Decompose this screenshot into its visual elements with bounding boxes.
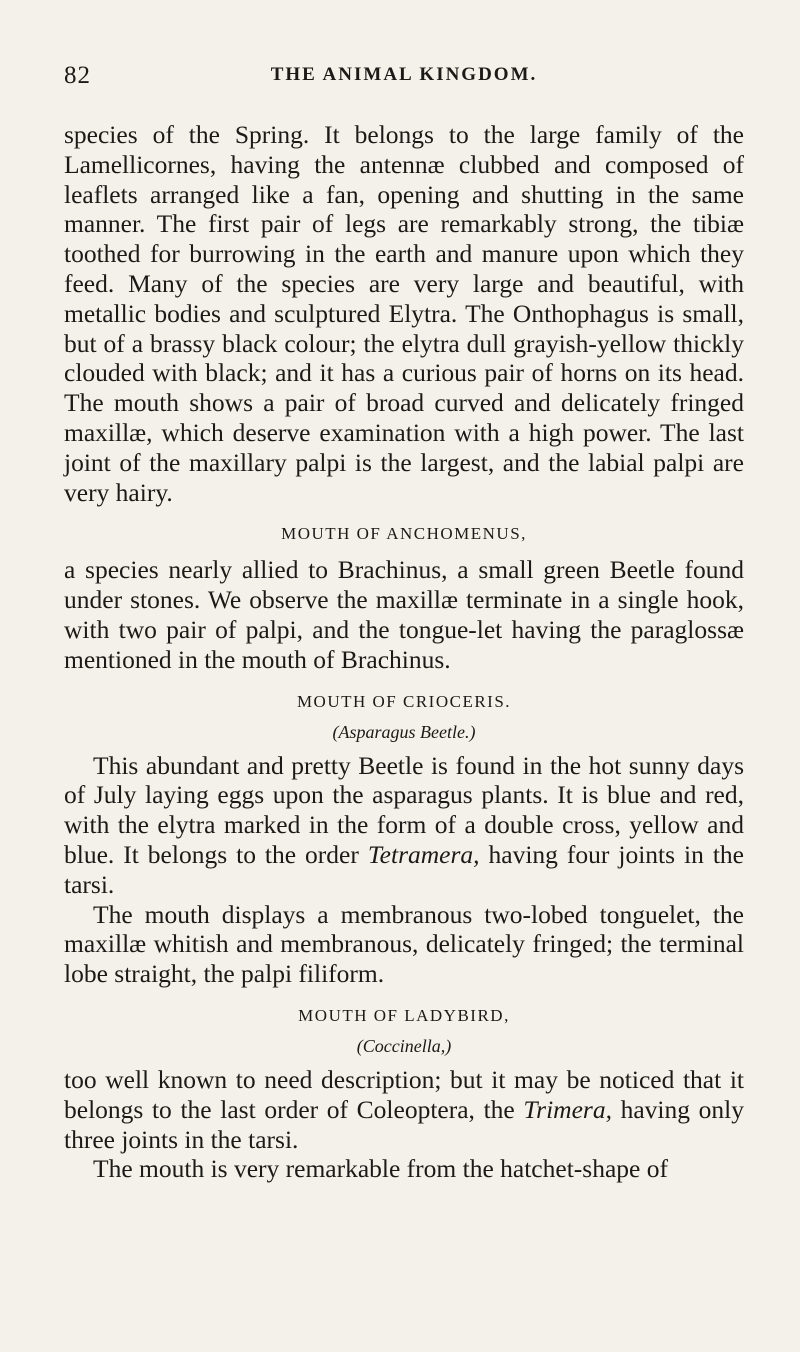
paragraph-crioceris-text-b: having four joints in the tarsi. (64, 839, 744, 899)
heading-anchomenus: MOUTH OF ANCHOMENUS, (281, 524, 527, 544)
paragraph-ladybird (64, 1065, 744, 1154)
heading-ladybird: MOUTH OF LADYBIRD, (298, 1005, 510, 1025)
paragraph-crioceris (64, 751, 744, 900)
subheading-asparagus-beetle: (Asparagus Beetle.) (332, 721, 476, 742)
paragraph-crioceris-text-a: This abundant and pretty Beetle is found in the hot sunny days of July laying eggs upon the asparagus plants. It is blue and red, with the elytra marked in the form of a double cross, yellow and blue. It belongs to the order (64, 750, 744, 869)
page-number: 82 (64, 62, 91, 89)
paragraph-ladybird-mouth: The mouth is very remarkable from the hatchet-shape of (93, 1154, 668, 1184)
paragraph-anchomenus: a species nearly allied to Brachinus, a small green Beetle found under stones. We observe the maxillæ terminate in a single hook, with two pair of palpi, and the tongue-let having the paraglossæ mentioned in the mouth of Brachinus. (64, 555, 744, 674)
running-head (64, 62, 744, 92)
paragraph-ladybird-text-a: too well known to need description; but it may be noticed that it belongs to the last order of Coleoptera, the (64, 1064, 744, 1124)
heading-crioceris: MOUTH OF CRIOCERIS. (296, 691, 512, 711)
subheading-coccinella: (Coccinella,) (356, 1035, 452, 1056)
order-trimera: Trimera, (523, 1094, 612, 1124)
paragraph-crioceris-mouth: The mouth displays a membranous two-lobed tonguelet, the maxillæ whitish and membranous, delicately fringed; the terminal lobe straight, the palpi filiform. (64, 899, 744, 989)
running-title: THE ANIMAL KINGDOM. (270, 64, 538, 85)
body-text (64, 120, 744, 1184)
paragraph-ladybird-text-b: having only three joints in the tarsi. (64, 1094, 744, 1154)
paragraph-lamellicornes: species of the Spring. It belongs to the large family of the Lamellicornes, having the antennæ clubbed and composed of leaflets arranged like a fan, opening and shutting in the same manner. The first pair of legs are remarkably strong, the tibiæ toothed for burrowing in the earth and manure upon which they feed. Many of the species are very large and beautiful, with metallic bodies and sculptured Elytra. The Onthophagus is small, but of a brassy black colour; the elytra dull grayish-yellow thickly clouded with black; and it has a curious pair of horns on its head. The mouth shows a pair of broad curved and delicately fringed maxillæ, which deserve examination with a high power. The last joint of the maxillary palpi is the largest, and the labial palpi are very hairy. (64, 120, 744, 507)
order-tetramera: Tetramera, (367, 839, 480, 869)
